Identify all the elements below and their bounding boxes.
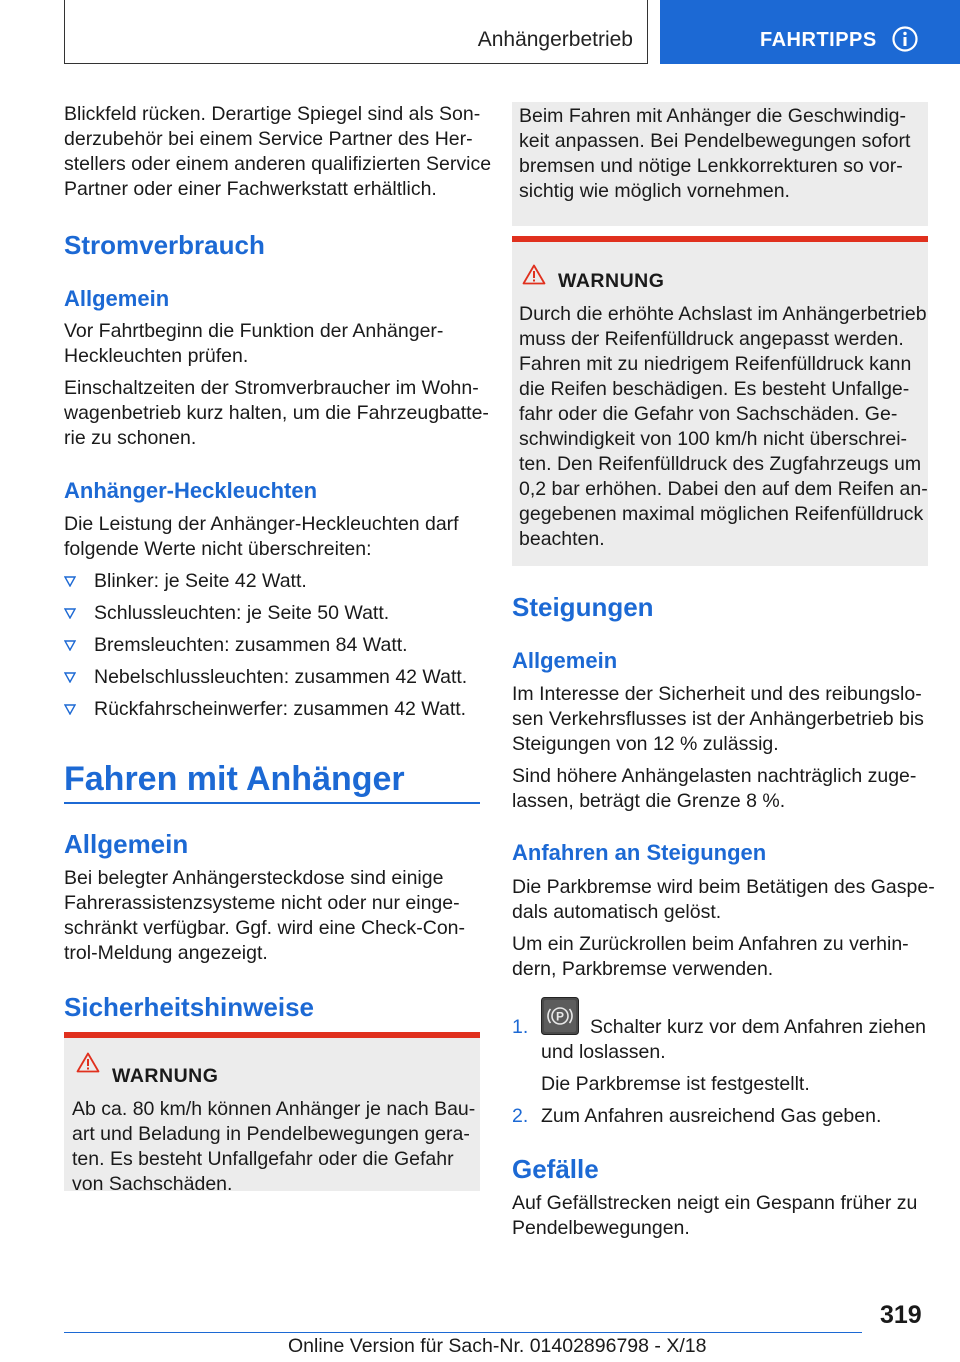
paragraph: Die Parkbremse wird beim Betätigen des Gaspe- dals automatisch gelöst. <box>512 876 935 923</box>
header-section-box <box>64 0 648 64</box>
heading-steigungen: Steigungen <box>512 592 654 622</box>
step-number: 2. <box>512 1105 529 1127</box>
step-text: und loslassen. <box>541 1041 666 1063</box>
heading-anfahren-an-steigungen: Anfahren an Steigungen <box>512 840 767 865</box>
warning-text: Durch die erhöhte Achslast im Anhängerbetrieb muss der Reifenfülldruck angepasst werden. Fahren mit zu niedrigem Reifenfülldruck kann die Reifen beschädigen. Es besteht Unfallge- fahr oder die Gefahr von Sachschäden. Ge- schwindigkeit von 100 km/h nicht überschrei- ten. Den Reifenfülldruck des Zugfahrzeugs um 0,2 bar erhöhen. Dabei den auf dem Reifen an- gegebenen maximal möglichen Reifenfülldruck beachten. <box>519 303 928 550</box>
heading-stromverbrauch: Stromverbrauch <box>64 230 265 260</box>
bullet-triangle-icon <box>64 704 76 715</box>
bullet-triangle-icon <box>64 608 76 619</box>
paragraph: Im Interesse der Sicherheit und des reibungslo- sen Verkehrsflusses ist der Anhängerbetrieb bis Steigungen von 12 % zulässig. <box>512 683 924 755</box>
warning-title: WARNUNG <box>558 270 665 292</box>
heading-anhaenger-heckleuchten: Anhänger-Heckleuchten <box>64 478 318 503</box>
paragraph: Sind höhere Anhängelasten nachträglich zuge- lassen, beträgt die Grenze 8 %. <box>512 765 917 812</box>
step-text: Schalter kurz vor dem Anfahren ziehen <box>590 1016 927 1038</box>
info-circle-icon <box>892 26 918 52</box>
footer-online-version: Online Version für Sach-Nr. 01402896798 - X/18 <box>288 1335 707 1357</box>
heading-allgemein: Allgemein <box>64 286 170 311</box>
bullet-triangle-icon <box>64 576 76 587</box>
heading-allgemein: Allgemein <box>512 648 618 673</box>
step-note: Die Parkbremse ist festgestellt. <box>541 1073 810 1095</box>
heading-gefaelle: Gefälle <box>512 1154 599 1184</box>
paragraph: Vor Fahrtbeginn die Funktion der Anhänger- Heckleuchten prüfen. <box>64 320 444 367</box>
heading-allgemein: Allgemein <box>64 829 189 859</box>
paragraph: Um ein Zurückrollen beim Anfahren zu verhin- dern, Parkbremse verwenden. <box>512 933 909 980</box>
warning-text: Ab ca. 80 km/h können Anhänger je nach Bau- art und Beladung in Pendelbewegungen gera- ten. Es besteht Unfallgefahr oder die Gefahr von Sachschäden. <box>72 1098 476 1195</box>
warning-box <box>512 236 928 566</box>
paragraph: Einschaltzeiten der Stromverbraucher im Wohn- wagenbetrieb kurz halten, um die Fahrzeugbatte- rie zu schonen. <box>64 377 489 449</box>
section-title: Anhängerbetrieb <box>477 28 633 51</box>
step-number: 1. <box>512 1016 529 1038</box>
intro-paragraph: Blickfeld rücken. Derartige Spiegel sind als Son- derzubehör bei einem Service Partner des Her- stellers oder einem anderen qualifizierten Service Partner oder einer Fachwerkstatt erhältlich. <box>64 103 492 200</box>
page-number: 319 <box>880 1301 922 1329</box>
bullet-triangle-icon <box>64 672 76 683</box>
heading-underline <box>64 802 480 804</box>
warning-title: WARNUNG <box>112 1065 219 1087</box>
bullet-triangle-icon <box>64 640 76 651</box>
step-text: Zum Anfahren ausreichend Gas geben. <box>541 1105 882 1127</box>
warning-triangle-icon <box>76 1052 100 1073</box>
warning-continuation-box <box>512 102 928 226</box>
paragraph: Bei belegter Anhängersteckdose sind einige Fahrerassistenzsysteme nicht oder nur einge- schränkt verfügbar. Ggf. wird eine Check-Con- trol-Meldung angezeigt. <box>64 867 466 964</box>
warning-box <box>64 1032 480 1195</box>
paragraph: Auf Gefällstrecken neigt ein Gespann früher zu Pendelbewegungen. <box>512 1192 918 1239</box>
warning-text: Beim Fahren mit Anhänger die Geschwindig- keit anpassen. Bei Pendelbewegungen sofort bremsen und nötige Lenkkorrekturen so vor- sichtig wie möglich vornehmen. <box>519 105 911 202</box>
footer-line <box>64 1332 862 1333</box>
chapter-title: FAHRTIPPS <box>760 29 877 51</box>
heading-fahren-mit-anhaenger: Fahren mit Anhänger <box>64 760 405 798</box>
parking-brake-button-icon <box>541 997 579 1035</box>
warning-triangle-icon <box>522 264 546 285</box>
chapter-tab <box>660 0 960 64</box>
svg-text:P: P <box>555 1009 565 1024</box>
paragraph: Die Leistung der Anhänger-Heckleuchten darf folgende Werte nicht überschreiten: <box>64 513 459 560</box>
heading-sicherheitshinweise: Sicherheitshinweise <box>64 992 314 1022</box>
